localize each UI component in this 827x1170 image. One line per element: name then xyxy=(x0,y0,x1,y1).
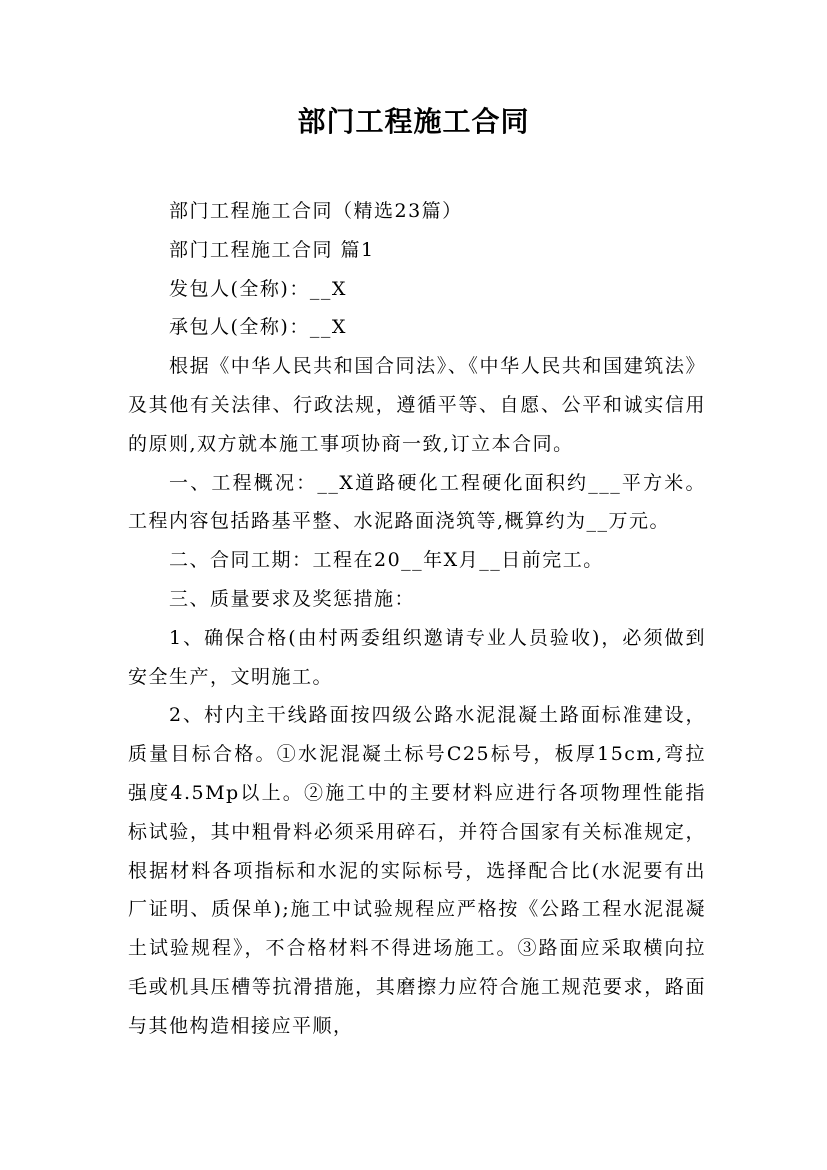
paragraph-quality-item-2: 2、村内主干线路面按四级公路水泥混凝土路面标准建设，质量目标合格。①水泥混凝土标号C25标号，板厚15cm,弯拉强度4.5Mp以上。②施工中的主要材料应进行各项物理性能指标试验，其中粗骨料必须采用碎石，并符合国家有关标准规定，根据材料各项指标和水泥的实际标号，选择配合比(水泥要有出厂证明、质保单);施工中试验规程应严格按《公路工程水泥混凝土试验规程》，不合格材料不得进场施工。③路面应采取横向拉毛或机具压槽等抗滑措施，其磨擦力应符合施工规范要求，路面与其他构造相接应平顺， xyxy=(128,704,706,1037)
paragraph-employer: 发包人(全称)：__X xyxy=(169,277,347,300)
paragraph-project-overview: 一、工程概况：__X道路硬化工程硬化面积约___平方米。工程内容包括路基平整、水泥路面浇筑等,概算约为__万元。 xyxy=(128,471,706,533)
paragraph-quality-item-1: 1、确保合格(由村两委组织邀请专业人员验收)，必须做到安全生产，文明施工。 xyxy=(128,626,706,688)
paragraph-contractor: 承包人(全称)：__X xyxy=(169,316,347,339)
paragraph-chapter-heading: 部门工程施工合同 篇1 xyxy=(169,238,375,261)
paragraph-subtitle: 部门工程施工合同（精选23篇） xyxy=(169,200,463,222)
paragraph-preamble: 根据《中华人民共和国合同法》、《中华人民共和国建筑法》及其他有关法律、行政法规，遵循平等、自愿、公平和诚实信用的原则,双方就本施工事项协商一致,订立本合同。 xyxy=(128,355,706,455)
document-title: 部门工程施工合同 xyxy=(297,105,530,138)
paragraph-quality-heading: 三、质量要求及奖惩措施： xyxy=(169,587,416,610)
document-body xyxy=(128,192,706,1046)
paragraph-contract-period: 二、合同工期：工程在20__年X月__日前完工。 xyxy=(169,549,604,572)
